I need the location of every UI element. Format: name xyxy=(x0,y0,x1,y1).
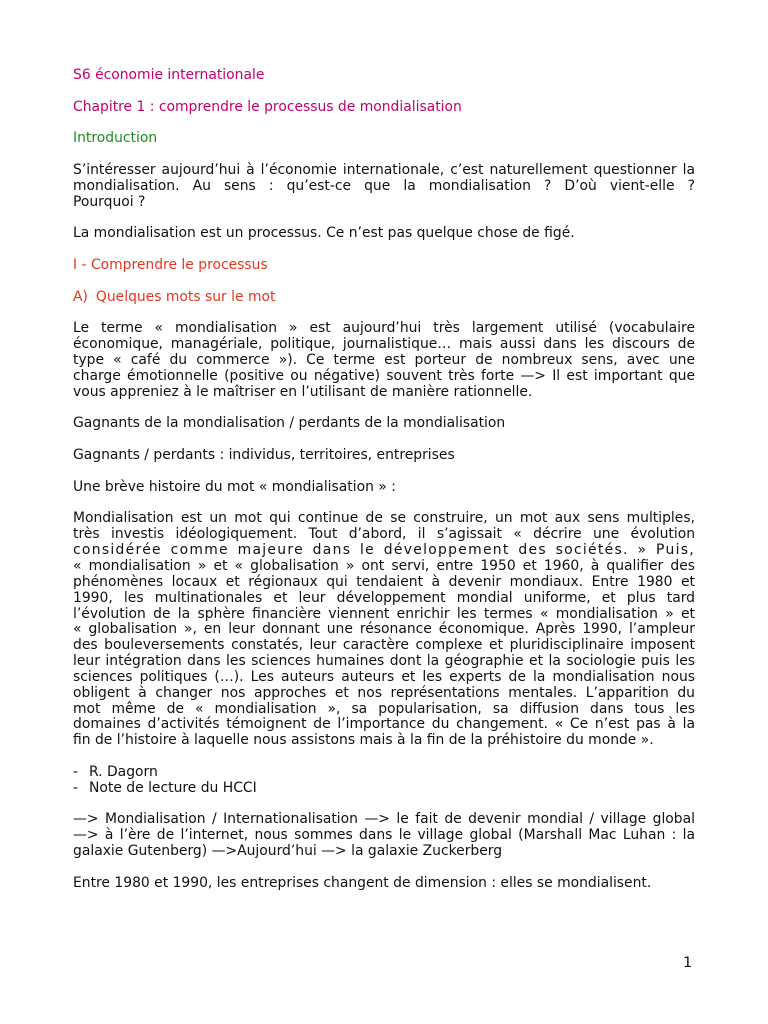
history-paragraph xyxy=(73,511,695,749)
paragraph-line: vous appreniez à le maîtriser en l’utilisant de manière rationnelle. xyxy=(73,383,533,400)
paragraph-line: —> à l’ère de l’internet, nous sommes dans le village global (Marshall Mac Luhan : la xyxy=(73,827,695,844)
list-item-text: R. Dagorn xyxy=(89,763,158,780)
paragraph-line: des bouleversements constatés, leur caractère complexe et pluridisciplinaire imposent xyxy=(73,637,695,654)
list-bullet: - xyxy=(73,763,79,780)
paragraph-line: mot même de « mondialisation », sa popularisation, sa diffusion dans tous les xyxy=(73,700,695,717)
paragraph-line: « mondialisation » et « globalisation » ont servi, entre 1950 et 1960, à qualifier des xyxy=(73,557,695,574)
paragraph-line: phénomènes locaux et régionaux qui tendaient à devenir mondiaux. Entre 1980 et xyxy=(73,573,695,590)
paragraph-line: obligent à changer nos approches et nos représentations mentales. L’apparition du xyxy=(73,684,695,701)
list-item xyxy=(73,765,695,781)
intro-paragraph xyxy=(73,163,695,211)
term-paragraph xyxy=(73,321,695,400)
paragraph-line: très investis idéologiquement. Tout d’abord, il s’agissait « décrire une évolution xyxy=(73,526,695,543)
paragraph-line: 1990, les multinationales et leur développement mondial uniforme, et plus tard xyxy=(73,589,695,606)
winners-losers-line: Gagnants de la mondialisation / perdants de la mondialisation xyxy=(73,415,506,432)
paragraph-line: type « café du commerce »). Ce terme est porteur de nombreux sens, avec une xyxy=(73,352,695,369)
paragraph-line: Mondialisation est un mot qui continue de se construire, un mot aux sens multiples, xyxy=(73,510,695,527)
subsection-label: A) xyxy=(73,288,88,305)
source-list xyxy=(73,765,695,797)
list-item xyxy=(73,781,695,797)
paragraph-line: domaines d’activités témoignent de l’importance du changement. « Ce n’est pas à la xyxy=(73,716,695,733)
section-title-introduction: Introduction xyxy=(73,130,158,147)
subsection-title: Quelques mots sur le mot xyxy=(95,288,276,305)
winners-losers-categories: Gagnants / perdants : individus, territoires, entreprises xyxy=(73,447,455,464)
history-intro-line: Une brève histoire du mot « mondialisation » : xyxy=(73,478,396,495)
intro-statement: La mondialisation est un processus. Ce n’est pas quelque chose de figé. xyxy=(73,225,575,242)
paragraph-line: considérée comme majeure dans le développement des sociétés. » Puis, xyxy=(73,542,695,559)
paragraph-line: « globalisation », en leur donnant une résonance économique. Après 1990, l’ampleur xyxy=(73,621,695,638)
paragraph-line: Le terme « mondialisation » est aujourd’hui très largement utilisé (vocabulaire xyxy=(73,320,695,337)
paragraph-line: sciences politiques (…). Les auteurs auteurs et les experts de la mondialisation nous xyxy=(73,668,695,685)
list-bullet: - xyxy=(73,779,79,796)
paragraph-line: fin de l’histoire à laquelle nous assistons mais à la fin de la préhistoire du monde ». xyxy=(73,732,654,749)
paragraph-line: mondialisation. Au sens : qu’est-ce que la mondialisation ? D’où vient-elle ? xyxy=(73,177,695,194)
paragraph-line: galaxie Gutenberg) —>Aujourd’hui —> la galaxie Zuckerberg xyxy=(73,843,503,860)
paragraph-line: S’intéresser aujourd’hui à l’économie internationale, c’est naturellement questionner la xyxy=(73,162,695,179)
paragraph-line: Pourquoi ? xyxy=(73,193,146,210)
firms-statement: Entre 1980 et 1990, les entreprises changent de dimension : elles se mondialisent. xyxy=(73,874,652,891)
paragraph-line: —> Mondialisation / Internationalisation —> le fait de devenir mondial / village global xyxy=(73,811,695,828)
paragraph-line: leur intégration dans les sciences humaines dont la géographie et la sociologie puis les xyxy=(73,653,695,670)
paragraph-line: charge émotionnelle (positive ou négative) souvent très forte —> Il est important que xyxy=(73,367,695,384)
course-title: S6 économie internationale xyxy=(73,67,265,83)
page-number: 1 xyxy=(683,955,693,971)
chapter-title: Chapitre 1 : comprendre le processus de mondialisation xyxy=(73,98,462,115)
subsection-heading xyxy=(73,290,695,306)
paragraph-line: l’évolution de la sphère financière viennent enrichir les termes « mondialisation » et xyxy=(73,605,695,622)
paragraph-line: économique, managériale, politique, journalistique… mais aussi dans les discours de xyxy=(73,336,695,353)
globalization-notes-paragraph xyxy=(73,812,695,860)
list-item-text: Note de lecture du HCCI xyxy=(89,779,257,796)
document-body xyxy=(73,68,695,907)
part-heading: I - Comprendre le processus xyxy=(73,257,268,274)
